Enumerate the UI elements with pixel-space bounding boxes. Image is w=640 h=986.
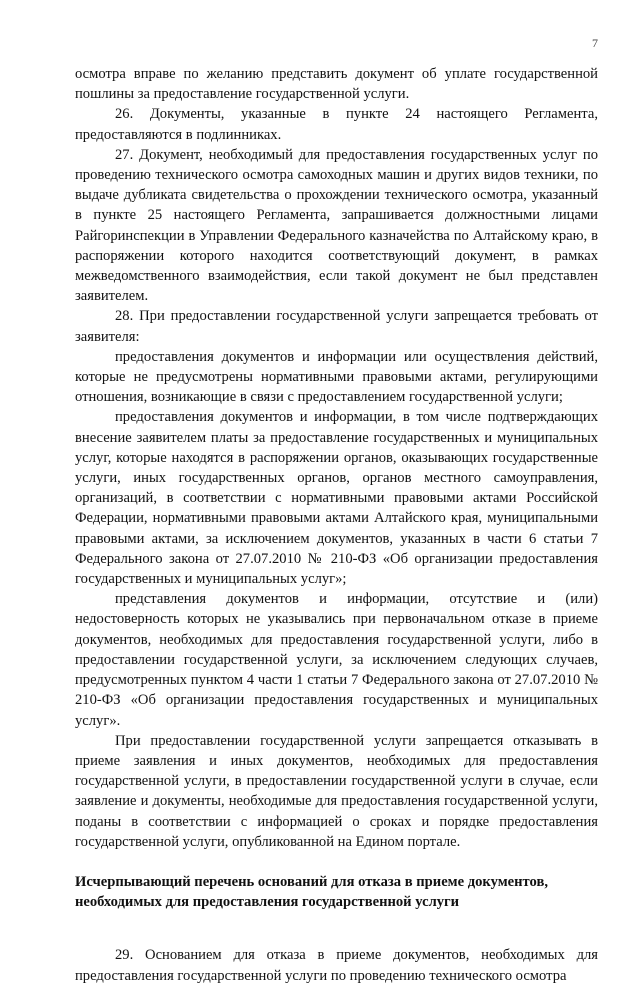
paragraph-28-item-3: представления документов и информации, отсутствие и (или) недостоверность которых не указывались при первоначальном отказе в приеме документов, необходимых для предоставления государственной услуги, либо в предоставлении государственной услуги, за исключением следующих случаев, предусмотренных пунктом 4 части 1 статьи 7 Федерального закона от 27.07.2010 № 210-ФЗ «Об организации предоставления государственных и муниципальных услуг».: [75, 591, 598, 729]
paragraph-28-item-1: предоставления документов и информации или осуществления действий, которые не предусмотрены нормативными правовыми актами, регулирующими отношения, возникающие в связи с предоставлением государственной услуги;: [75, 348, 598, 406]
paragraph-prohibition: При предоставлении государственной услуги запрещается отказывать в приеме заявления и иных документов, необходимых для предоставления государственной услуги, в предоставлении государственной услуги в случае, если заявление и документы, необходимые для предоставления государственной услуги, поданы в соответствии с информацией о сроках и порядке предоставления государственной услуги, опубликованной на Едином портале.: [75, 732, 598, 850]
section-heading-line-2: необходимых для предоставления государственной услуги: [75, 894, 460, 911]
document-body: [75, 64, 598, 986]
paragraph-27: 27. Документ, необходимый для предоставления государственных услуг по проведению технического осмотра самоходных машин и других видов техники, по выдаче дубликата свидетельства о прохождении технического осмотра, указанный в пункте 25 настоящего Регламента, запрашивается должностными лицами Райгоринспекции в Управлении Федерального казначейства по Алтайскому краю, в распоряжении которого находится соответствующий документ, в рамках межведомственного взаимодействия, если такой документ не был представлен заявителем.: [75, 146, 598, 305]
paragraph-29: 29. Основанием для отказа в приеме документов, необходимых для предоставления государственной услуги по проведению технического осмотра: [75, 947, 598, 984]
section-heading-line-1: Исчерпывающий перечень оснований для отказа в приеме документов,: [75, 873, 548, 890]
paragraph-continuation: осмотра вправе по желанию представить документ об уплате государственной пошлины за предоставление государственной услуги.: [75, 66, 598, 103]
paragraph-28-item-2: предоставления документов и информации, в том числе подтверждающих внесение заявителем платы за предоставление государственных и муниципальных услуг, которые находятся в распоряжении органов, оказывающих государственные услуги, иных государственных органов, органов местного самоуправления, организаций, в соответствии с нормативными правовыми актами Российской Федерации, нормативными правовыми актами Алтайского края, муниципальными правовыми актами, за исключением документов, указанных в части 6 статьи 7 Федерального закона от 27.07.2010 № 210-ФЗ «Об организации предоставления государственных и муниципальных услуг»;: [75, 409, 598, 588]
paragraph-28: 28. При предоставлении государственной услуги запрещается требовать от заявителя:: [75, 308, 598, 345]
page-number: 7: [592, 36, 598, 50]
paragraph-26: 26. Документы, указанные в пункте 24 настоящего Регламента, предоставляются в подлинниках.: [75, 106, 598, 143]
